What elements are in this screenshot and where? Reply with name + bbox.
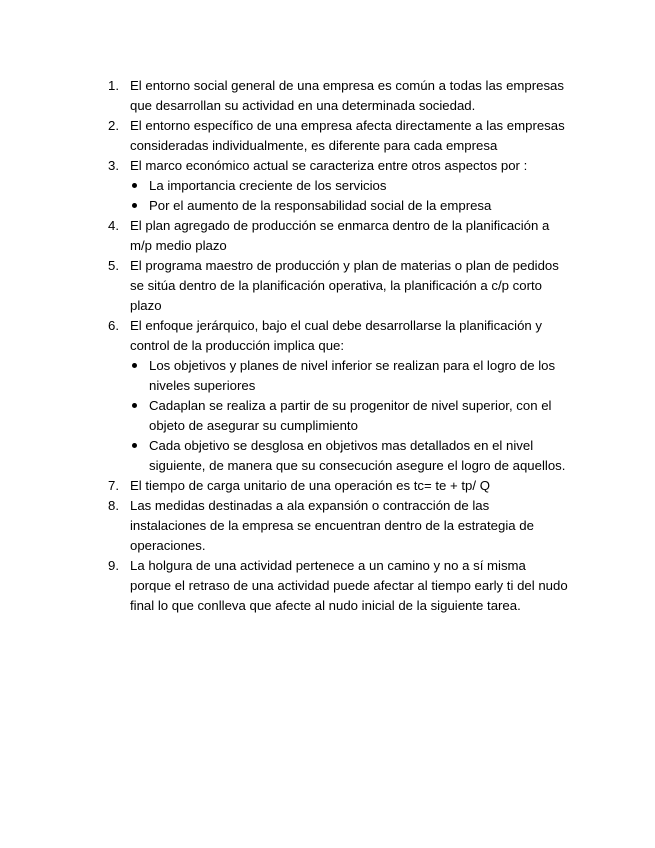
bullet-text: Cadaplan se realiza a partir de su progenitor de nivel superior, con el objeto de asegurar su cumplimiento — [149, 398, 552, 433]
item-number: 1. — [108, 78, 119, 93]
bullet-text: La importancia creciente de los servicios — [149, 178, 387, 193]
item-text: La holgura de una actividad pertenece a un camino y no a sí misma porque el retraso de una actividad puede afectar al tiempo early ti del nudo final lo que conlleva que afecte al nudo inicial de la siguiente tarea. — [130, 558, 568, 613]
bullet-dot-icon — [132, 183, 137, 188]
numbered-list — [108, 76, 568, 616]
item-number: 3. — [108, 158, 119, 173]
bullet-text: Por el aumento de la responsabilidad social de la empresa — [149, 198, 492, 213]
item-text: Las medidas destinadas a ala expansión o contracción de las instalaciones de la empresa se encuentran dentro de la estrategia de operaciones. — [130, 498, 534, 553]
item-number: 9. — [108, 558, 119, 573]
list-item — [108, 256, 568, 316]
item-number: 8. — [108, 498, 119, 513]
bullet-item — [130, 436, 568, 476]
bullet-item — [130, 396, 568, 436]
list-item — [108, 116, 568, 156]
list-item — [108, 216, 568, 256]
bullet-list — [130, 356, 568, 476]
list-item — [108, 556, 568, 616]
bullet-dot-icon — [132, 403, 137, 408]
list-item — [108, 316, 568, 476]
item-number: 4. — [108, 218, 119, 233]
bullet-item — [130, 196, 568, 216]
bullet-text: Cada objetivo se desglosa en objetivos mas detallados en el nivel siguiente, de manera que su consecución asegure el logro de aquellos. — [149, 438, 566, 473]
item-text: El enfoque jerárquico, bajo el cual debe desarrollarse la planificación y control de la producción implica que: — [130, 318, 542, 353]
list-item — [108, 76, 568, 116]
item-text: El entorno específico de una empresa afecta directamente a las empresas consideradas individualmente, es diferente para cada empresa — [130, 118, 565, 153]
bullet-text: Los objetivos y planes de nivel inferior se realizan para el logro de los niveles superiores — [149, 358, 556, 393]
list-item — [108, 496, 568, 556]
bullet-dot-icon — [132, 203, 137, 208]
item-text: El marco económico actual se caracteriza entre otros aspectos por : — [130, 158, 528, 173]
bullet-item — [130, 356, 568, 396]
item-text: El programa maestro de producción y plan de materias o plan de pedidos se sitúa dentro de la planificación operativa, la planificación a c/p corto plazo — [130, 258, 559, 313]
item-number: 5. — [108, 258, 119, 273]
bullet-list — [130, 176, 568, 216]
bullet-dot-icon — [132, 363, 137, 368]
item-text: El entorno social general de una empresa es común a todas las empresas que desarrollan su actividad en una determinada sociedad. — [130, 78, 564, 113]
item-number: 6. — [108, 318, 119, 333]
list-item — [108, 156, 568, 216]
bullet-item — [130, 176, 568, 196]
item-text: El plan agregado de producción se enmarca dentro de la planificación a m/p medio plazo — [130, 218, 550, 253]
bullet-dot-icon — [132, 443, 137, 448]
list-item — [108, 476, 568, 496]
item-text: El tiempo de carga unitario de una operación es tc= te + tp/ Q — [130, 478, 490, 493]
item-number: 2. — [108, 118, 119, 133]
item-number: 7. — [108, 478, 119, 493]
